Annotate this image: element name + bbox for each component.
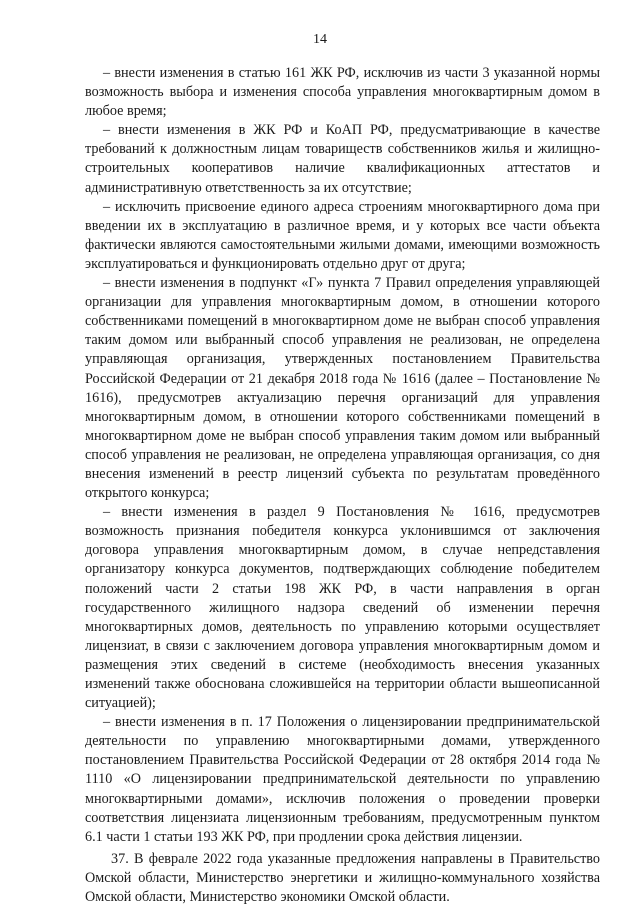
bullet-paragraph-3: – исключить присвоение единого адреса строениям многоквартирного дома при введении их в эксплуатацию в различное время, и у которых все части объекта фактически являются самостоятельными жилыми домами, имеющими возможность эксплуатироваться и функционировать отдельно друг от друга; — [85, 198, 600, 272]
page-number: 14 — [313, 32, 327, 47]
numbered-paragraph-37: 37. В феврале 2022 года указанные предложения направлены в Правительство Омской области, Министерство энергетики и жилищно-коммунального хозяйства Омской области, Министерство экономики Омской области. — [85, 850, 600, 906]
document-body — [85, 64, 600, 907]
bullet-paragraph-5: – внести изменения в раздел 9 Постановления № 1616, предусмотрев возможность признания победителя конкурса уклонившимся от заключения договора управления многоквартирным домом, в случае непредставления организатору конкурса документов, подтверждающих соблюдение победителем положений части 2 статьи 198 ЖК РФ, в части направления в орган государственного жилищного надзора сведений об изменении перечня многоквартирных домов, деятельность по управлению которыми осуществляет лицензиат, в связи с заключением договора управления многоквартирным домом и размещения этих сведений в системе (необходимость внесения указанных изменений также обоснована сложившейся на территории области вышеописанной ситуацией); — [85, 504, 600, 712]
bullet-paragraph-2: – внести изменения в ЖК РФ и КоАП РФ, предусматривающие в качестве требований к должностным лицам товариществ собственников жилья и жилищно-строительных кооперативов наличие квалификационных аттестатов и административную ответственность за их отсутствие; — [85, 122, 600, 196]
bullet-paragraph-1: – внести изменения в статью 161 ЖК РФ, исключив из части 3 указанной нормы возможность выбора и изменения способа управления многоквартирным домом в любое время; — [85, 65, 600, 120]
bullet-paragraph-6: – внести изменения в п. 17 Положения о лицензировании предпринимательской деятельности по управлению многоквартирными домами, утвержденного постановлением Правительства Российской Федерации от 28 октября 2014 года № 1110 «О лицензировании предпринимательской деятельности по управлению многоквартирными домами», исключив положения о проведении проверки соответствия лицензиата лицензионным требованиям, предусмотренным пунктом 6.1 части 1 статьи 193 ЖК РФ, при продлении срока действия лицензии. — [85, 714, 600, 845]
bullet-paragraph-4: – внести изменения в подпункт «Г» пункта 7 Правил определения управляющей организации для управления многоквартирным домом, в отношении которого собственниками помещений в многоквартирном доме не выбран способ управления таким домом или выбранный способ управления не реализован, не определена управляющая организация, утвержденных постановлением Правительства Российской Федерации от 21 декабря 2018 года № 1616 (далее – Постановление № 1616), предусмотрев актуализацию перечня организаций для управления многоквартирным домом, в отношении которого собственниками помещений в многоквартирном доме не выбран способ управления таким домом или выбранный способ управления не реализован, не определена управляющая организация, со дня внесения изменений в реестр лицензий субъекта по результатам проведённого открытого конкурса; — [85, 275, 600, 502]
